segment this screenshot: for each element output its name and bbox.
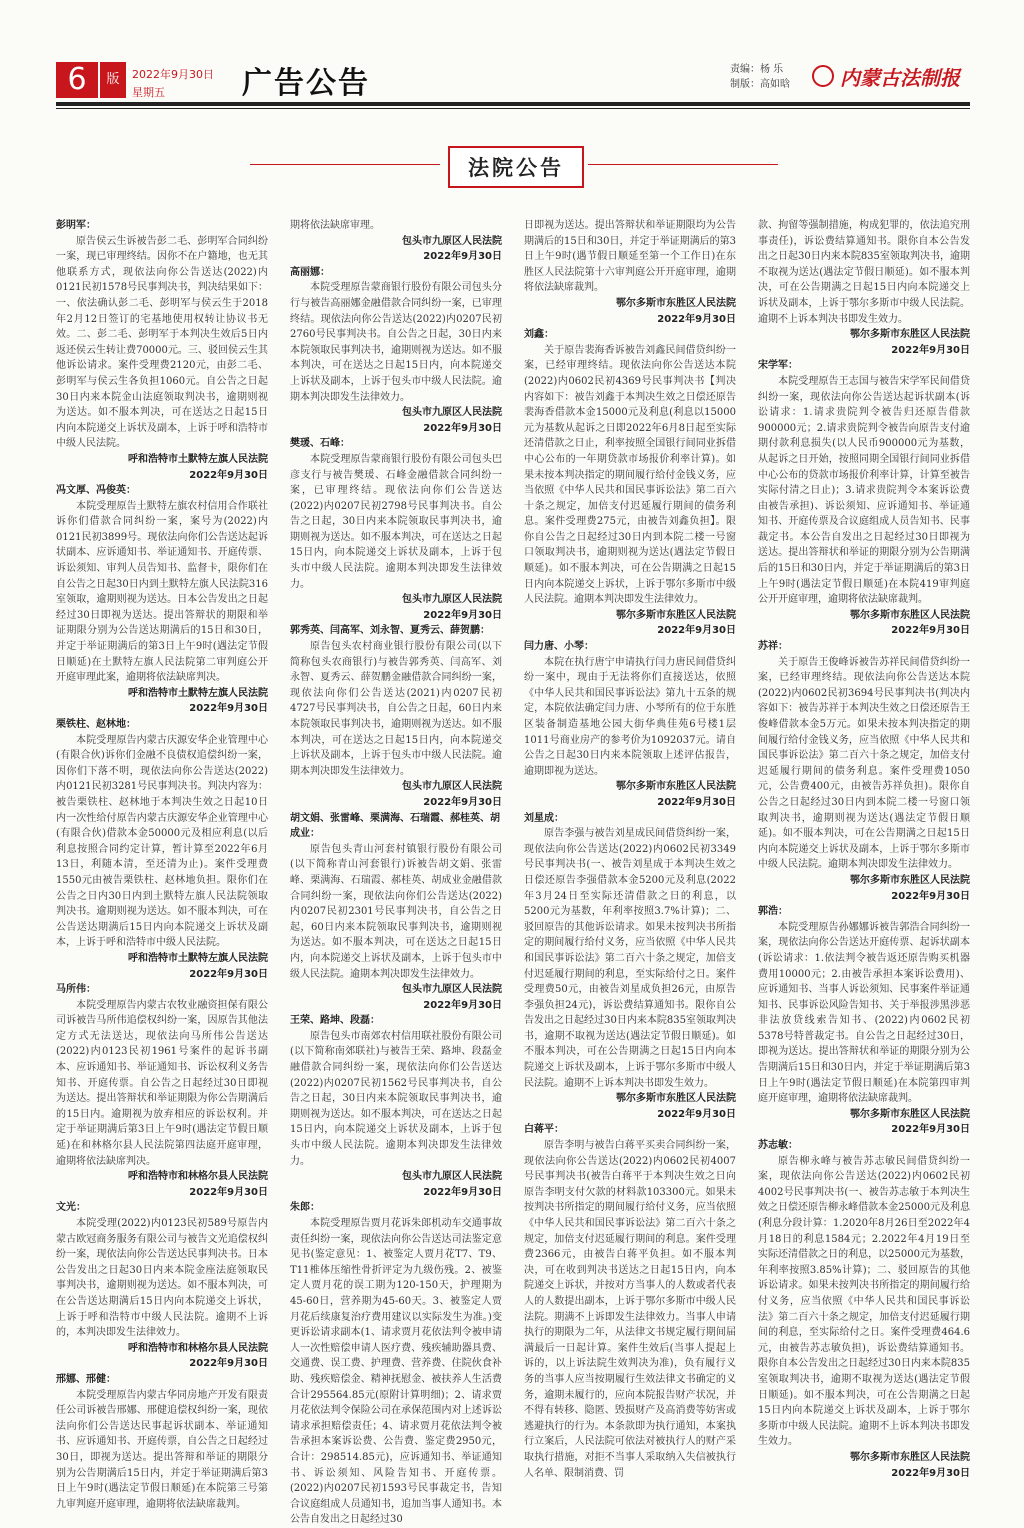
- addressee-name: 冯文厚、冯俊英：: [56, 485, 136, 497]
- notice-date: 2022年9月30日: [189, 968, 268, 980]
- court-signature: 鄂尔多斯市东胜区人民法院: [616, 609, 736, 621]
- addressee-name: 闫力唐、小琴：: [524, 641, 594, 653]
- addressee-name: 王荣、路坤、段磊：: [290, 1015, 380, 1027]
- notice-column-3: [524, 218, 736, 1479]
- issue-date: 2022年9月30日: [132, 68, 214, 81]
- notice-date: 2022年9月30日: [423, 1186, 502, 1198]
- header-rule-thin: [56, 108, 970, 109]
- addressee-name: 朱郎：: [290, 1202, 320, 1214]
- header-rule-thick: [56, 102, 970, 106]
- court-signature: 包头市九原区人民法院: [402, 235, 502, 247]
- addressee-name: 刘鑫：: [524, 329, 554, 341]
- court-signature: 鄂尔多斯市东胜区人民法院: [850, 874, 970, 886]
- court-signature: 鄂尔多斯市东胜区人民法院: [850, 1451, 970, 1463]
- addressee-name: 樊瑗、石峰：: [290, 438, 350, 450]
- logo-emblem-icon: [812, 65, 834, 87]
- addressee-name: 苏志敏：: [758, 1140, 798, 1152]
- notice-body: 本院受理原告内蒙古华同房地产开发有限责任公司诉被告邢娜、邢健追偿权纠纷一案，现依法向你们公告送达民事起诉状副本、举证通知书、应诉通知书、开庭传票，自公告之日起经过30日，即视为送达。提出答辩和举证的期限分别为公告期满后15日内，并定于举证期满后第3日上午9时(遇法定节假日顺延)在本院第三号第九审判庭开庭审理，逾期将依法缺席裁判。: [56, 1389, 268, 1510]
- notice-body: 本院在执行唐宁申请执行闫力唐民间借贷纠纷一案中，现由于无法将你们直接送达，依照《中华人民共和国民事诉讼法》第九十五条的规定，本院依法确定闫力唐、小琴所有的位于东胜区装备制造基地公园大街华典佳苑6号楼1层1011号商业房产的参考价为1092037元。请自公告之日起30日内来本院领取上述评估报告，逾期即视为送达。: [524, 656, 736, 777]
- addressee-name: 郭浩：: [758, 906, 788, 918]
- court-signature: 鄂尔多斯市东胜区人民法院: [616, 297, 736, 309]
- notice-date: 2022年9月30日: [423, 796, 502, 808]
- notice-body: 本院受理原告蒙商银行股份有限公司包头巴彦支行与被告樊瑗、石峰金融借款合同纠纷一案，已审理终结。现依法向你们公告送达(2022)内0207民初2798号民事判决书。自公告之日起，30日内来本院领取民事判决书，逾期则视为送达。如不服本判决，可在送达之日起15日内，向本院递交上诉状及副本，上诉于包头市中级人民法院。逾期本判决即发生法律效力。: [290, 453, 502, 590]
- notice-body: 本院受理(2022)内0123民初589号原告内蒙古欧冠商务服务有限公司与被告文光追偿权纠纷一案，现依法向你公告送达民事判决书。日本公告发出之日起30日内来本院金座法庭领取民事判决书，逾期则视为送达。如不服本判决，可在公告送达期满后15日内向本院递交上诉状，上诉于呼和浩特市中级人民法院。逾期不上诉的，本判决即发生法律效力。: [56, 1218, 268, 1339]
- court-signature: 包头市九原区人民法院: [402, 781, 502, 793]
- court-signature: 包头市九原区人民法院: [402, 984, 502, 996]
- notice-date: 2022年9月30日: [891, 1124, 970, 1136]
- addressee-name: 马所伟：: [56, 984, 96, 996]
- newspaper-name: 内蒙古法制报: [840, 65, 960, 90]
- addressee-name: 胡文娟、张雷峰、栗满海、石瑞霞、郝桂英、胡成业：: [290, 812, 500, 840]
- notice-body: 本院受理原告内蒙古庆源安华企业管理中心(有限合伙)诉你们金融不良债权追偿纠纷一案，因你们下落不明，现依法向你公告送达(2022)内0121民初3281号民事判决书。判决内容为：被告栗铁柱、赵林地于本判决生效之日起10日内一次性给付原告内蒙古庆源安华企业管理中心(有限合伙)借款本金50000元及相应利息(以后利息按照合同约定计算，暂计算至2022年6月13日，利随本清，至还清为止)。案件受理费1550元由被告栗铁柱、赵林地负担。限你们在公告之日内30日内到土默特左旗人民法院领取判决书。逾期则视为送达。如不服本判决，可在公告送达期满后15日内向本院递交上诉状及副本，上诉于呼和浩特市中级人民法院。: [56, 734, 268, 949]
- newspaper-logo: [812, 62, 968, 90]
- court-signature: 包头市九原区人民法院: [402, 594, 502, 606]
- notice-body: 本院受理原告蒙商银行股份有限公司包头分行与被告高丽娜金融借款合同纠纷一案，已审理终结。现依法向你公告送达(2022)内0207民初2760号民事判决书。自公告之日起，30日内来本院领取民事判决书，逾期则视为送达。如不服本判决，可在送达之日起15日内，向本院递交上诉状及副本，上诉于包头市中级人民法院。逾期本判决即发生法律效力。: [290, 282, 502, 403]
- court-signature: 包头市九原区人民法院: [402, 1171, 502, 1183]
- notice-body: 原告柳永峰与被告苏志敏民间借贷纠纷一案，现依法向你公告送达(2022)内0602民初4002号民事判决书(一、被告苏志敏于本判决生效之日偿还原告柳永峰借款本金25000元及利息(利息分段计算：1.2020年8月26日至2022年4月18日的利息1584元；2.2022年4月19日至实际还清借款之日的利息，以25000元为基数，年利率按照3.85%计算)；二、驳回原告的其他诉讼请求。如果未按判决书所指定的期间履行给付义务，应当依照《中华人民共和国民事诉讼法》第二百六十条之规定，加倍支付迟延履行期间的利息，至实际给付之日。案件受理费464.6元，由被告苏志敏负担)，诉讼费结算通知书。限你自本公告发出之日起经过30日内来本院835室领取判决书，逾期不取视为送达(遇法定节假日顺延)。如不服本判决，可在公告期满之日起15日内向本院递交上诉状及副本，上诉于鄂尔多斯市中级人民法院。逾期不上诉本判决书即发生效力。: [758, 1155, 970, 1448]
- notice-date: 2022年9月30日: [189, 703, 268, 715]
- notice-date: 2022年9月30日: [423, 999, 502, 1011]
- addressee-name: 宋学军：: [758, 360, 798, 372]
- banner-right-rule: [588, 164, 778, 165]
- court-signature: 鄂尔多斯市东胜区人民法院: [850, 609, 970, 621]
- notice-date: 2022年9月30日: [189, 1186, 268, 1198]
- notice-continuation: 款、拘留等强制措施，构成犯罪的，依法追究刑事责任)，诉讼费结算通知书。限你自本公告发出之日起30日内来本院835室领取判决书，逾期不取视为送达(遇法定节假日顺延)。如不服本判决，可在公告期满之日起15日内向本院递交上诉状及副本，上诉于鄂尔多斯市中级人民法院。逾期不上诉本判决书即发生效力。: [758, 220, 970, 325]
- addressee-name: 高丽娜：: [290, 266, 330, 278]
- notice-date: 2022年9月30日: [891, 344, 970, 356]
- section-title: 广告公告: [242, 66, 370, 101]
- notice-body: 原告侯云生诉被告彭二毛、彭明军合同纠纷一案，现已审理终结。因你不在户籍地，也无其他联系方式，现依法向你公告送达(2022)内0121民初1578号民事判决书，判决结果如下：一、依法确认彭二毛、彭明军与侯云生于2018年2月12日签订的宅基地使用权转让协议书无效。二、彭二毛、彭明军于本判决生效后5日内返还侯云生转让费70000元。三、驳回侯云生其他诉讼请求。案件受理费2120元，由彭二毛、彭明军与侯云生各负担1060元。自公告之日起30日内来本院金山法庭领取判决书，逾期则视为送达。如不服本判决，可在送达之日起15日内向本院递交上诉状及副本，上诉于呼和浩特市中级人民法院。: [56, 235, 268, 450]
- notice-body: 原告包头农村商业银行股份有限公司(以下简称包头农商银行)与被告郭秀英、闫高军、刘永智、夏秀云、薛贺鹏金融借款合同纠纷一案，现依法向你们公告送达(2021)内0207民初4727号民事判决书，自公告之日起，60日内来本院领取民事判决书，逾期则视为送达。如不服本判决，可在送达之日起15日内，向本院递交上诉状及副本，上诉于包头市中级人民法院。逾期本判决即发生法律效力。: [290, 641, 502, 777]
- notice-body: 本院受理原告贾月花诉朱郎机动车交通事故责任纠纷一案，现依法向你公告送达司法鉴定意见书(鉴定意见：1、被鉴定人贾月花T7、T9、T11椎体压缩性骨折评定为九级伤残。2、被鉴定人贾月花的误工期为120-150天，护理期为45-60日，营养期为45-60天。3、被鉴定人贾月花后续康复治疗费用建议以实际发生为准。)变更诉讼请求副本(1、请求贾月花依法判令被申请人一次性赔偿申请人医疗费、残疾辅助器具费、交通费、误工费、护理费、营养费、住院伙食补助、残疾赔偿金、精神抚慰金、被扶养人生活费合计295564.85元(原附计算明细)；2、请求贾月花依法判令保险公司在承保范围内对上述诉讼请求承担赔偿责任；4、请求贾月花依法判令被告承担本案诉讼费、公告费、鉴定费2950元，合计：298514.85元)，应诉通知书、举证通知书、诉讼须知、风险告知书、开庭传票。(2022)内0207民初1593号民事裁定书，告知合议庭组成人员通知书，追加当事人通知书。本公告自发出之日起经过30: [290, 1218, 502, 1526]
- notice-body: 本院受理原告孙娜娜诉被告郭浩合同纠纷一案，现依法向你公告送达开庭传票、起诉状副本(诉讼请求：1.依法判令被告返还原告购买机器费用10000元；2.由被告承担本案诉讼费用)、应诉通知书、当事人诉讼须知、民事案件举证通知书、民事诉讼风险告知书、关于举报涉黑涉恶非法放贷线索告知书、(2022)内0602民初5378号特普裁定书。自公告之日起经过30日，即视为送达。提出答辩状和举证的期限分别为公告期满后15日和30日内，并定于举证期满后第3日上午9时(遇法定节假日顺延)在本院第四审判庭开庭审理，逾期将依法缺席裁判。: [758, 921, 970, 1105]
- notice-body: 本院受理原告土默特左旗农村信用合作联社诉你们借款合同纠纷一案，案号为(2022)内0121民初3899号。现依法向你们公告送达起诉状副本、应诉通知书、举证通知书、开庭传票、诉讼须知、审判人员告知书、监督卡，限你们在自公告之日起30日内到土默特左旗人民法院316室领取，逾期则视为送达。日本公告发出之日起经过30日即视为送达。提出答辩状的期限和举证期限分别为公告送达期满后的15日和30日，并定于举证期满后的第3日上午9时(遇法定节假日顺延)在土默特左旗人民法院第二审判庭公开开庭审理此案，逾期将依法缺席判决。: [56, 500, 268, 684]
- court-signature: 鄂尔多斯市东胜区人民法院: [616, 1093, 736, 1105]
- notice-date: 2022年9月30日: [189, 469, 268, 481]
- notice-date: 2022年9月30日: [891, 1467, 970, 1479]
- notice-date: 2022年9月30日: [189, 1358, 268, 1370]
- notice-body: 原告包头市南郊农村信用联社股份有限公司(以下简称南郊联社)与被告王荣、路坤、段磊金融借款合同纠纷一案，现依法向你们公告送达(2022)内0207民初1562号民事判决书，自公告之日起，30日内来本院领取民事判决书，逾期则视为送达。如不服本判决，可在送达之日起15日内，向本院递交上诉状及副本，上诉于包头市中级人民法院。逾期本判决即发生法律效力。: [290, 1030, 502, 1167]
- court-signature: 呼和浩特市和林格尔县人民法院: [128, 1171, 268, 1183]
- page-number: 6: [56, 62, 98, 98]
- addressee-name: 刘星成：: [524, 812, 564, 824]
- court-notices-banner: 法院公告: [448, 146, 584, 188]
- notice-column-4: [758, 218, 970, 1479]
- court-signature: 鄂尔多斯市东胜区人民法院: [850, 1108, 970, 1120]
- notice-body: 关于原告王俊峰诉被告苏祥民间借贷纠纷一案，已经审理终结。现依法向你公告送达本院(2022)内0602民初3694号民事判决书(判决内容如下：被告苏祥于本判决生效之日偿还原告王俊峰借款本金5万元。如果未按本判决指定的期间履行给付金钱义务，应当依照《中华人民共和国民事诉讼法》第二百六十条之规定，加倍支付迟延履行期间的债务利息。案件受理费1050元，公告费400元，由被告苏祥负担)。限你自公告之日起经过30日内到本院二楼一号窗口领取判决书，逾期则视为送达(遇法定节假日顺延)。如不服本判决，可在公告期满之日起15日内向本院递交上诉状及副本，上诉于鄂尔多斯市中级人民法院。逾期本判决即发生法律效力。: [758, 656, 970, 871]
- notice-date: 2022年9月30日: [423, 422, 502, 434]
- addressee-name: 邢娜、邢健：: [56, 1373, 116, 1385]
- editor-line: 责编：杨 乐: [730, 64, 784, 75]
- court-signature: 呼和浩特市土默特左旗人民法院: [128, 453, 268, 465]
- notice-date: 2022年9月30日: [891, 890, 970, 902]
- notice-body: 原告李明与被告白蒋平买卖合同纠纷一案，现依法向你公告送达(2022)内0602民初4007号民事判决书(被告白蒋平于本判决生效之日向原告李明支付欠款的材料款103300元。如果未按判决书所指定的期间履行给付义务，应当依照《中华人民共和国民事诉讼法》第二百六十条之规定，加倍支付迟延履行期间的利息。案件受理费2366元，由被告白蒋平负担。如不服本判决，可在收到判决书送达之日起15日内，向本院递交上诉状，并按对方当事人的人数或者代表人的人数提出副本，上诉于鄂尔多斯市中级人民法院。期满不上诉即发生法律效力。当事人申请执行的期限为二年，从法律文书规定履行期间届满最后一日起计算。案件生效后(当事人提起上诉的，以上诉法院生效判决为准)，负有履行义务的当事人应当按期履行生效法律文书确定的义务，逾期未履行的，应向本院报告财产状况，并不得有转移、隐匿、毁损财产及高消费等妨害或逃避执行的行为。本条款即为执行通知，本案执行立案后，人民法院可依法对被执行人的财产采取执行措施，对拒不当事人采取纳入失信被执行人名单、限制消费、罚: [524, 1140, 736, 1479]
- notice-column-1: [56, 218, 268, 1510]
- addressee-name: 文光：: [56, 1202, 86, 1214]
- addressee-name: 白蒋平：: [524, 1124, 564, 1136]
- layout-editor-line: 制版：高如晗: [730, 79, 790, 90]
- addressee-name: 苏祥：: [758, 641, 788, 653]
- notice-date: 2022年9月30日: [657, 313, 736, 325]
- court-signature: 呼和浩特市土默特左旗人民法院: [128, 952, 268, 964]
- notice-date: 2022年9月30日: [657, 1108, 736, 1120]
- court-signature: 包头市九原区人民法院: [402, 407, 502, 419]
- court-signature: 呼和浩特市土默特左旗人民法院: [128, 687, 268, 699]
- court-signature: 鄂尔多斯市东胜区人民法院: [616, 781, 736, 793]
- notice-continuation: 日即视为送达。提出答辩状和举证期限均为公告期满后的15日和30日，并定于举证期满后的第3日上午9时(遇节假日顺延至第一个工作日)在东胜区人民法院第十六审判庭公开开庭审理，逾期将依法缺席裁判。: [524, 220, 736, 294]
- notice-date: 2022年9月30日: [423, 251, 502, 263]
- addressee-name: 郭秀英、闫高军、刘永智、夏秀云、薛贺鹏：: [290, 625, 490, 637]
- banner-left-rule: [250, 164, 440, 165]
- addressee-name: 彭明军：: [56, 220, 96, 231]
- court-signature: 呼和浩特市和林格尔县人民法院: [128, 1342, 268, 1354]
- masthead: [0, 0, 1024, 112]
- notice-body: 本院受理原告内蒙古农牧业融资担保有限公司诉被告马所伟追偿权纠纷一案，因原告其他法定方式无法送达，现依法向马所伟公告送达(2022)内0123民初1961号案件的起诉书副本、应诉通知书、举证通知书、诉讼权利义务告知书、开庭传票。自公告之日起经过30日即视为送达。提出答辩状和举证期限为你公告期满后的15日内。逾期视为放弃相应的诉讼权利。并定于举证期满后第3日上午9时(遇法定节假日顺延)在和林格尔县人民法院第四法庭开庭审理，逾期将依法缺席判决。: [56, 999, 268, 1167]
- notice-continuation: 期将依法缺席审理。: [290, 220, 380, 231]
- editor-credits: [730, 62, 790, 92]
- notice-body: 原告包头青山河套村镇银行股份有限公司(以下简称青山河套银行)诉被告胡文娟、张雷峰、栗满海、石瑞霞、郝桂英、胡成业金融借款合同纠纷一案，现依法向你们公告送达(2022)内0207民初2301号民事判决书，自公告之日起，60日内来本院领取民事判决书，逾期则视为送达。如不服本判决，可在送达之日起15日内，向本院递交上诉状及副本，上诉于包头市中级人民法院。逾期本判决即发生法律效力。: [290, 843, 502, 980]
- notice-body: 关于原告裴海香诉被告刘鑫民间借贷纠纷一案，已经审理终结。现依法向你公告送达本院(2022)内0602民初4369号民事判决书【判决内容如下：被告刘鑫于本判决生效之日偿还原告裴海香借款本金15000元及利息(利息以15000元为基数从起诉之日即2022年6月8日起至实际还清借款之日止，利率按照全国银行间同业拆借中心公布的一年期贷款市场报价利率计算)。如果未按本判决指定的期间履行给付金钱义务，应当依照《中华人民共和国民事诉讼法》第二百六十条之规定，加倍支付迟延履行期间的债务利息。案件受理费275元，由被告刘鑫负担】。限你自公告之日起经过30日内到本院二楼一号窗口领取判决书，逾期则视为送达(遇法定节假日顺延)。如不服本判决，可在公告期满之日起15日内向本院递交上诉状，上诉于鄂尔多斯市中级人民法院。逾期本判决即发生法律效力。: [524, 344, 736, 606]
- notice-date: 2022年9月30日: [657, 625, 736, 637]
- notice-body: 本院受理原告王志国与被告宋学军民间借贷纠纷一案，现依法向你公告送达起诉状副本(诉讼请求：1.请求贵院判令被告归还原告借款900000元；2.请求贵院判令被告向原告支付逾期付款利息损失(以人民币900000元为基数，从起诉之日开始，按照同期全国银行间同业拆借中心公布的贷款市场报价利率计算，计算至被告实际付清之日止)；3.请求贵院判令本案诉讼费由被告承担)、诉讼须知、应诉通知书、举证通知书、开庭传票及合议庭组成人员告知书、民事裁定书。本公告自发出之日起经过30日即视为送达。提出答辩状和举证的期限分别为公告期满后的15日和30日内，并定于举证期满后的第3日上午9时(遇法定节假日顺延)在本院419审判庭公开开庭审理，逾期将依法缺席裁判。: [758, 375, 970, 606]
- notice-date: 2022年9月30日: [423, 609, 502, 621]
- notice-date: 2022年9月30日: [657, 796, 736, 808]
- issue-weekday: 星期五: [132, 86, 165, 99]
- notice-column-2: [290, 218, 502, 1526]
- page-ban-label: 版: [100, 62, 126, 98]
- notice-date: 2022年9月30日: [891, 625, 970, 637]
- addressee-name: 栗铁柱、赵林地：: [56, 719, 136, 730]
- notice-body: 原告李强与被告刘星成民间借贷纠纷一案，现依法向你公告送达(2022)内0602民初3349号民事判决书(一、被告刘星成于本判决生效之日偿还原告李强借款本金5200元及利息(2022年3月24日至实际还清借款之日的利息，以5200元为基数，年利率按照3.7%计算)；二、驳回原告的其他诉讼请求。如果未按判决书所指定的期间履行给付义务，应当依照《中华人民共和国民事诉讼法》第二百六十条之规定，加倍支付迟延履行期间的利息，至实际给付之日。案件受理费50元，由被告刘星成负担26元，由原告李强负担24元)，诉讼费结算通知书。限你自公告发出之日起经过30日内来本院835室领取判决书，逾期不取视为送达(遇法定节假日顺延)。如不服本判决，可在公告期满之日起15日内向本院递交上诉状及副本，上诉于鄂尔多斯市中级人民法院。逾期不上诉本判决书即发生效力。: [524, 828, 736, 1089]
- court-signature: 鄂尔多斯市东胜区人民法院: [850, 329, 970, 341]
